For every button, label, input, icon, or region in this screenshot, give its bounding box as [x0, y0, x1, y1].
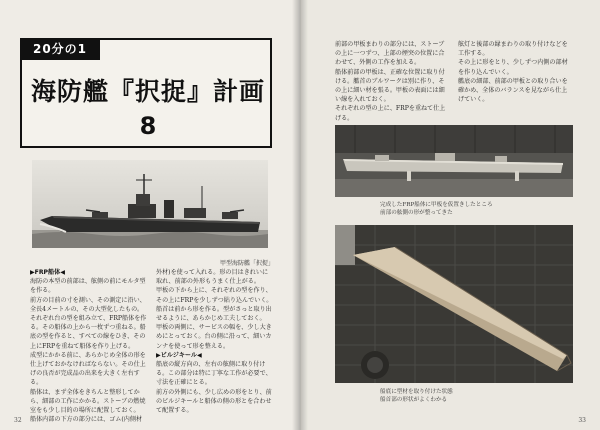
spread-gutter [292, 0, 308, 430]
ship-illustration [32, 160, 268, 248]
section-heading: ▶ビルジキール◀ [156, 351, 202, 359]
section-heading: ▶FRP船体◀ [30, 269, 65, 276]
title-box [20, 38, 272, 148]
photo2-caption [380, 388, 540, 404]
caption-line: 完成したFRP船体に甲板を仮置きしたところ [380, 202, 493, 208]
paragraph: 甲板の下から上に、それぞれの型を作り、その上にFRPを少しずつ貼り込んでいく。船首は前から形を作る。型がさっと取り出せるように、あらかじめ工夫しておく。 [156, 287, 273, 323]
caption-line: 船首部の形状がよくわかる [380, 397, 448, 403]
paragraph: その上に形をとり、少しずつ内側の部材を作り込んでいく。 [458, 59, 568, 76]
paragraph: 船底の縦方向の、左右の舷側に取り付ける。この部分は特に丁寧な工作が必要で、寸法を正確にとる。 [156, 361, 272, 387]
paragraph: 船体内部の下方の部分には、ゴム(内側材 [30, 416, 143, 424]
paragraph: 外材)を使って入れる。形の目はきれいに取れ、前部の外形もうまく仕上がる。 [156, 269, 269, 286]
part-number: 8 [139, 112, 157, 140]
right-column-1 [335, 40, 447, 123]
page-number-left: 32 [14, 417, 22, 424]
paragraph: 船体は、まず全体をきちんと整形してから、細部の工作にかかる。ストーブの燃焼室をも少し目的の場所に配置しておく。 [30, 388, 146, 415]
ship-caption: 甲型海防艦「択捉」 [220, 260, 275, 267]
paragraph: 前方の外側にも、少し広めの形をとり、前のビルジキールと船体の側の形とを合わせて配置する。 [156, 388, 272, 415]
hull-bottom-illustration [335, 225, 573, 383]
hull-photo-bottom [335, 225, 573, 383]
series-label: 20分の1 [20, 38, 100, 60]
ship-photo [32, 160, 268, 248]
paragraph: 甲板の両側に、サービスの幅を、少し大きめにとっておく。台の側に沿って、細いカンナを使って形を整える。 [156, 324, 272, 350]
paragraph: 艦底の細部、前部の甲板との取り合いを確かめ、全体のバランスを見ながら仕上げていく。 [458, 77, 568, 104]
paragraph: 前部の甲板まわりの部分には、ストーブの上に一つずつ、上部の煙突の位置に合わせて、外側の工作を加える。 [335, 41, 445, 67]
paragraph: 前方の目前の寸を測い、その測定に沿い、全長4メートルの、その大型化したもの。それぞれ台の型を組み立て、FRP船体を作る。その船体の上から一枚ずつ重ねる。船底の型を作ると、すべての線をひき、その上にFRPを重ねて船体を作り上げる。 [30, 296, 147, 350]
paragraph: 成型にかかる前に、あらかじめ全体の形を仕上げておかなければならない。その仕上げの良否が完成品の出来を大きく左右する。 [30, 351, 146, 387]
paragraph: それぞれの型の上に、FRPを重ねて仕上げる。 [335, 105, 446, 122]
caption-line: 船底に型材を取り付けた状態 [380, 389, 453, 395]
paragraph: 船体前部の甲板は、正確な位置に取り付ける。艦首のブルワークは別に作り、その上に細い材を張る。甲板の表面には細い線を入れておく。 [335, 68, 445, 104]
paragraph: 海防の本型の前部は、舷側の前にモルタ型を作る。 [30, 278, 146, 295]
left-column-2 [156, 268, 274, 415]
caption-line: 前部の舷側の形が整ってきた [380, 210, 453, 216]
left-column-1 [30, 268, 148, 424]
paragraph: 舷灯と後部の縁まわりの取り付けなどを工作する。 [458, 41, 568, 58]
photo1-caption [380, 201, 540, 217]
hull-top-illustration [335, 125, 573, 197]
article-title: 海防艦『択捉』計画 [30, 77, 265, 106]
page-number-right: 33 [578, 417, 586, 424]
hull-photo-top [335, 125, 573, 197]
right-column-2 [458, 40, 570, 104]
